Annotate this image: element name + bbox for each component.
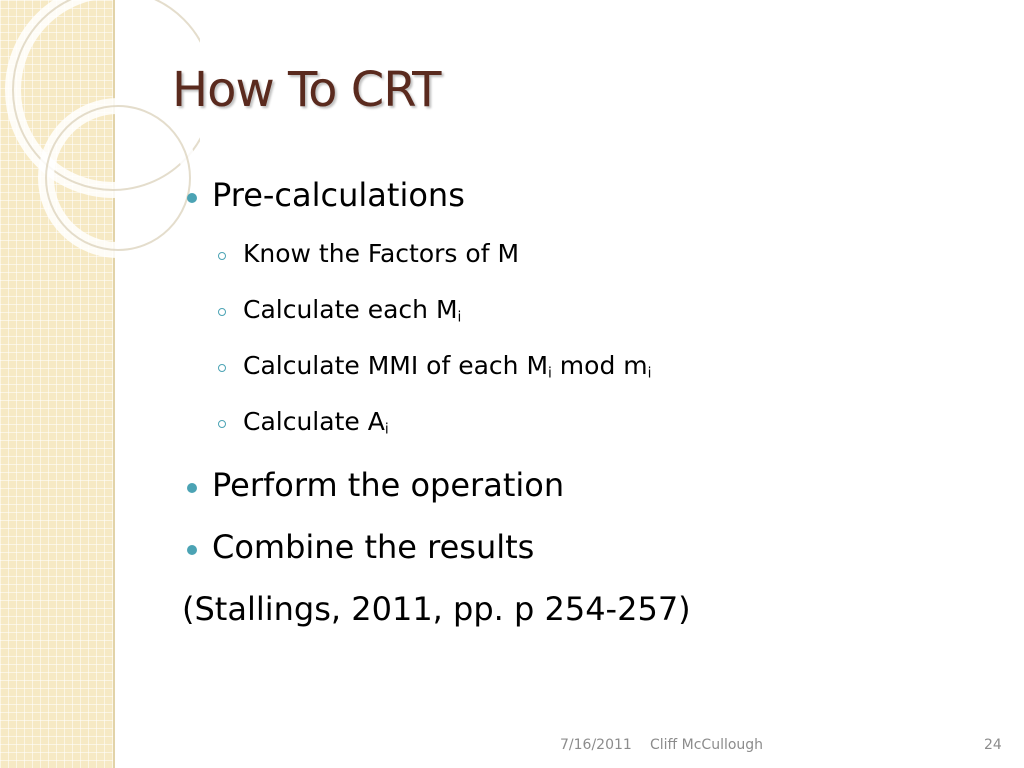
sub-bullet-circle-icon <box>218 364 226 372</box>
decorative-circles <box>0 0 200 260</box>
footer-date: 7/16/2011 <box>560 737 632 753</box>
bullet-combine-results: Combine the results <box>212 528 535 566</box>
citation: (Stallings, 2011, pp. p 254-257) <box>182 590 691 628</box>
sub-bullet-calculate-mi: Calculate each $M_i$ <box>243 295 462 326</box>
sub-bullet-calculate-ai: Calculate $A_i$ <box>243 407 389 438</box>
slide-title: How To CRT <box>172 62 441 118</box>
sub-bullet-circle-icon <box>218 252 226 260</box>
bullet-perform-operation: Perform the operation <box>212 466 565 504</box>
sub-bullet-circle-icon <box>218 420 226 428</box>
bullet-dot-icon <box>187 483 197 493</box>
sub-bullet-know-factors: Know the Factors of M <box>243 239 520 268</box>
footer-page-number: 24 <box>984 737 1002 753</box>
sub-bullet-calculate-mmi: Calculate MMI of each $M_i$ mod $m_i$ <box>243 351 652 382</box>
bullet-dot-icon <box>187 193 197 203</box>
bullet-pre-calculations: Pre-calculations <box>212 176 465 214</box>
bullet-dot-icon <box>187 545 197 555</box>
sub-bullet-circle-icon <box>218 308 226 316</box>
footer-author: Cliff McCullough <box>650 737 764 753</box>
